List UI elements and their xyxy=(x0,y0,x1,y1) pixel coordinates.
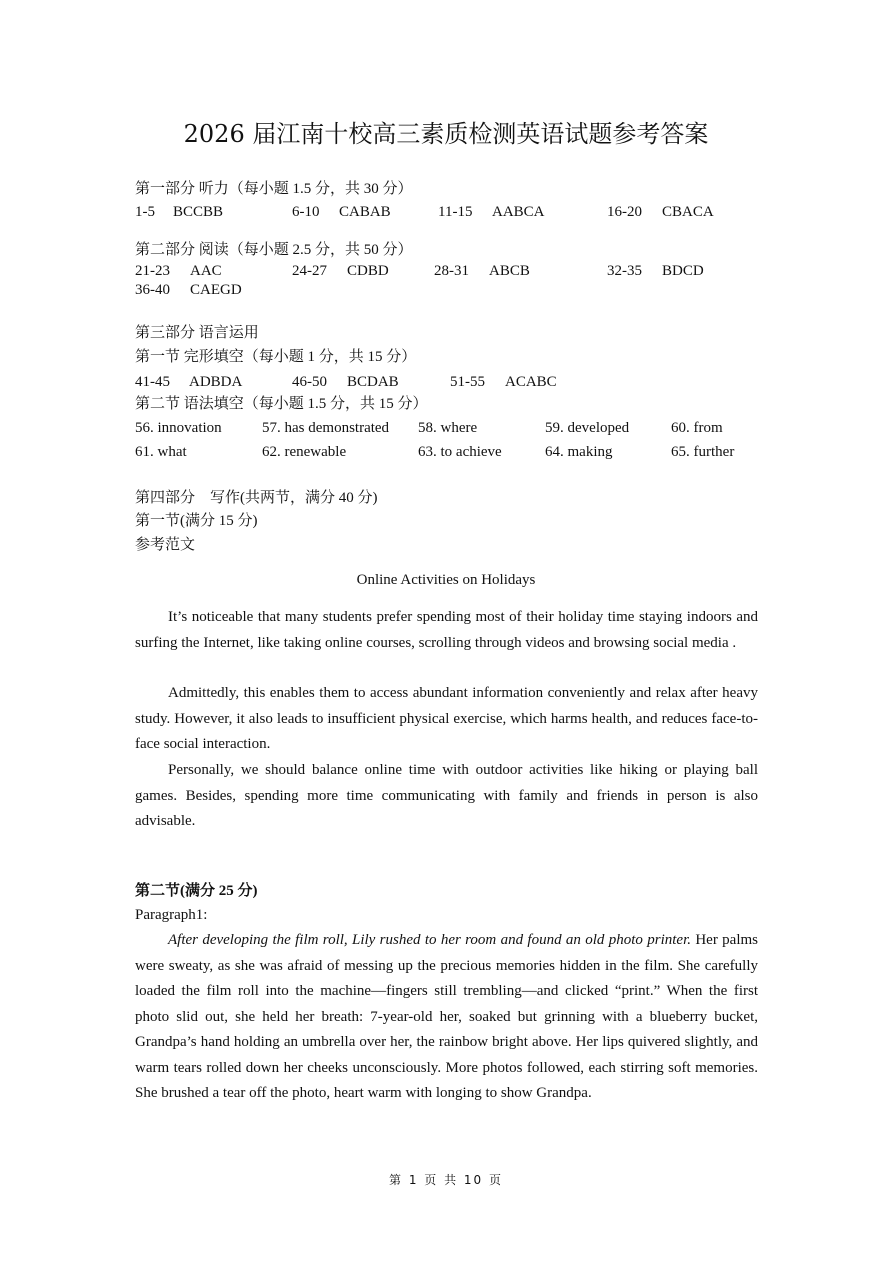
answer-range: 32-35 xyxy=(607,263,642,279)
answer-range: 6-10 xyxy=(292,204,320,220)
story-continuation: Her palms were sweaty, as she was afraid of messing up the precious memories hidden in the film. She carefully loaded the film roll into the machine—fingers still trembling—and clicked “print.” When the first photo slid out, she held her breath: 7-year-old her, soaked but grinning with a blueberry bucket, Grandpa’s hand holding an umbrella over her, the rainbow bright above. Her lips quivered slightly, and warm tears rolled down her cheeks unconsciously. More photos followed, each stirring soft memories. She brushed a tear off the photo, heart warm with longing to show Grandpa. xyxy=(135,932,758,1101)
grammar-answer: 65. further xyxy=(671,444,735,460)
answer-range: 21-23 xyxy=(135,263,170,279)
answer-value: CBACA xyxy=(662,204,714,220)
essay-paragraph: It’s noticeable that many students prefer spending most of their holiday time staying indoors and surfing the Internet, like taking online courses, scrolling through videos and browsing social media . xyxy=(135,609,758,651)
part3-section2-heading: 第二节 语法填空（每小题 1.5 分，共 15 分） xyxy=(135,396,428,412)
answer-value: CAEGD xyxy=(190,282,242,298)
answer-range: 41-45 xyxy=(135,374,170,390)
grammar-answer: 64. making xyxy=(545,444,613,460)
part2-heading: 第二部分 阅读（每小题 2.5 分，共 50 分） xyxy=(135,242,413,258)
answer-range: 36-40 xyxy=(135,282,170,298)
part3-heading: 第三部分 语言运用 xyxy=(135,325,259,341)
part4-section2-heading: 第二节(满分 25 分) xyxy=(135,883,258,899)
answer-range: 28-31 xyxy=(434,263,469,279)
grammar-answer: 59. developed xyxy=(545,420,630,436)
answer-value: ABCB xyxy=(489,263,530,279)
page-title: 2026 届江南十校高三素质检测英语试题参考答案 xyxy=(183,120,709,148)
grammar-answer: 60. from xyxy=(671,420,723,436)
answer-range: 46-50 xyxy=(292,374,327,390)
essay-title: Online Activities on Holidays xyxy=(356,572,536,588)
grammar-answer: 61. what xyxy=(135,444,187,460)
sample-essay-label: 参考范文 xyxy=(135,537,196,553)
grammar-answer: 58. where xyxy=(418,420,478,436)
part3-section1-heading: 第一节 完形填空（每小题 1 分，共 15 分） xyxy=(135,349,417,365)
essay-paragraph: Personally, we should balance online time with outdoor activities like hiking or playing ball games. Besides, spending more time communicating with family and friends in person is also advisable. xyxy=(135,762,758,829)
page-footer: 第 1 页 共 10 页 xyxy=(389,1173,503,1187)
part4-section1-heading: 第一节(满分 15 分) xyxy=(135,513,258,529)
grammar-answer: 63. to achieve xyxy=(418,444,502,460)
story-opening-sentence: After developing the film roll, Lily rushed to her room and found an old photo printer. xyxy=(168,932,692,948)
grammar-answer: 62. renewable xyxy=(262,444,347,460)
answer-range: 11-15 xyxy=(438,204,473,220)
paragraph-label: Paragraph1: xyxy=(135,907,208,923)
part1-heading: 第一部分 听力（每小题 1.5 分，共 30 分） xyxy=(135,181,413,197)
answer-range: 1-5 xyxy=(135,204,155,220)
answer-value: BDCD xyxy=(662,263,704,279)
essay-paragraph: Admittedly, this enables them to access abundant information conveniently and relax after heavy study. However, it also leads to insufficient physical exercise, which harms health, and reduces face-to-face social interaction. xyxy=(135,685,758,752)
answer-value: AAC xyxy=(190,263,222,279)
answer-value: BCDAB xyxy=(347,374,399,390)
answer-value: CABAB xyxy=(339,204,391,220)
continuation-story xyxy=(135,928,758,1107)
answer-value: CDBD xyxy=(347,263,389,279)
grammar-answer: 57. has demonstrated xyxy=(262,420,390,436)
grammar-answer: 56. innovation xyxy=(135,420,222,436)
answer-range: 51-55 xyxy=(450,374,485,390)
answer-value: BCCBB xyxy=(173,204,224,220)
answer-value: ADBDA xyxy=(189,374,243,390)
part4-heading: 第四部分 写作(共两节，满分 40 分) xyxy=(135,490,378,506)
answer-range: 24-27 xyxy=(292,263,327,279)
answer-value: ACABC xyxy=(505,374,557,390)
answer-value: AABCA xyxy=(492,204,545,220)
answer-range: 16-20 xyxy=(607,204,642,220)
